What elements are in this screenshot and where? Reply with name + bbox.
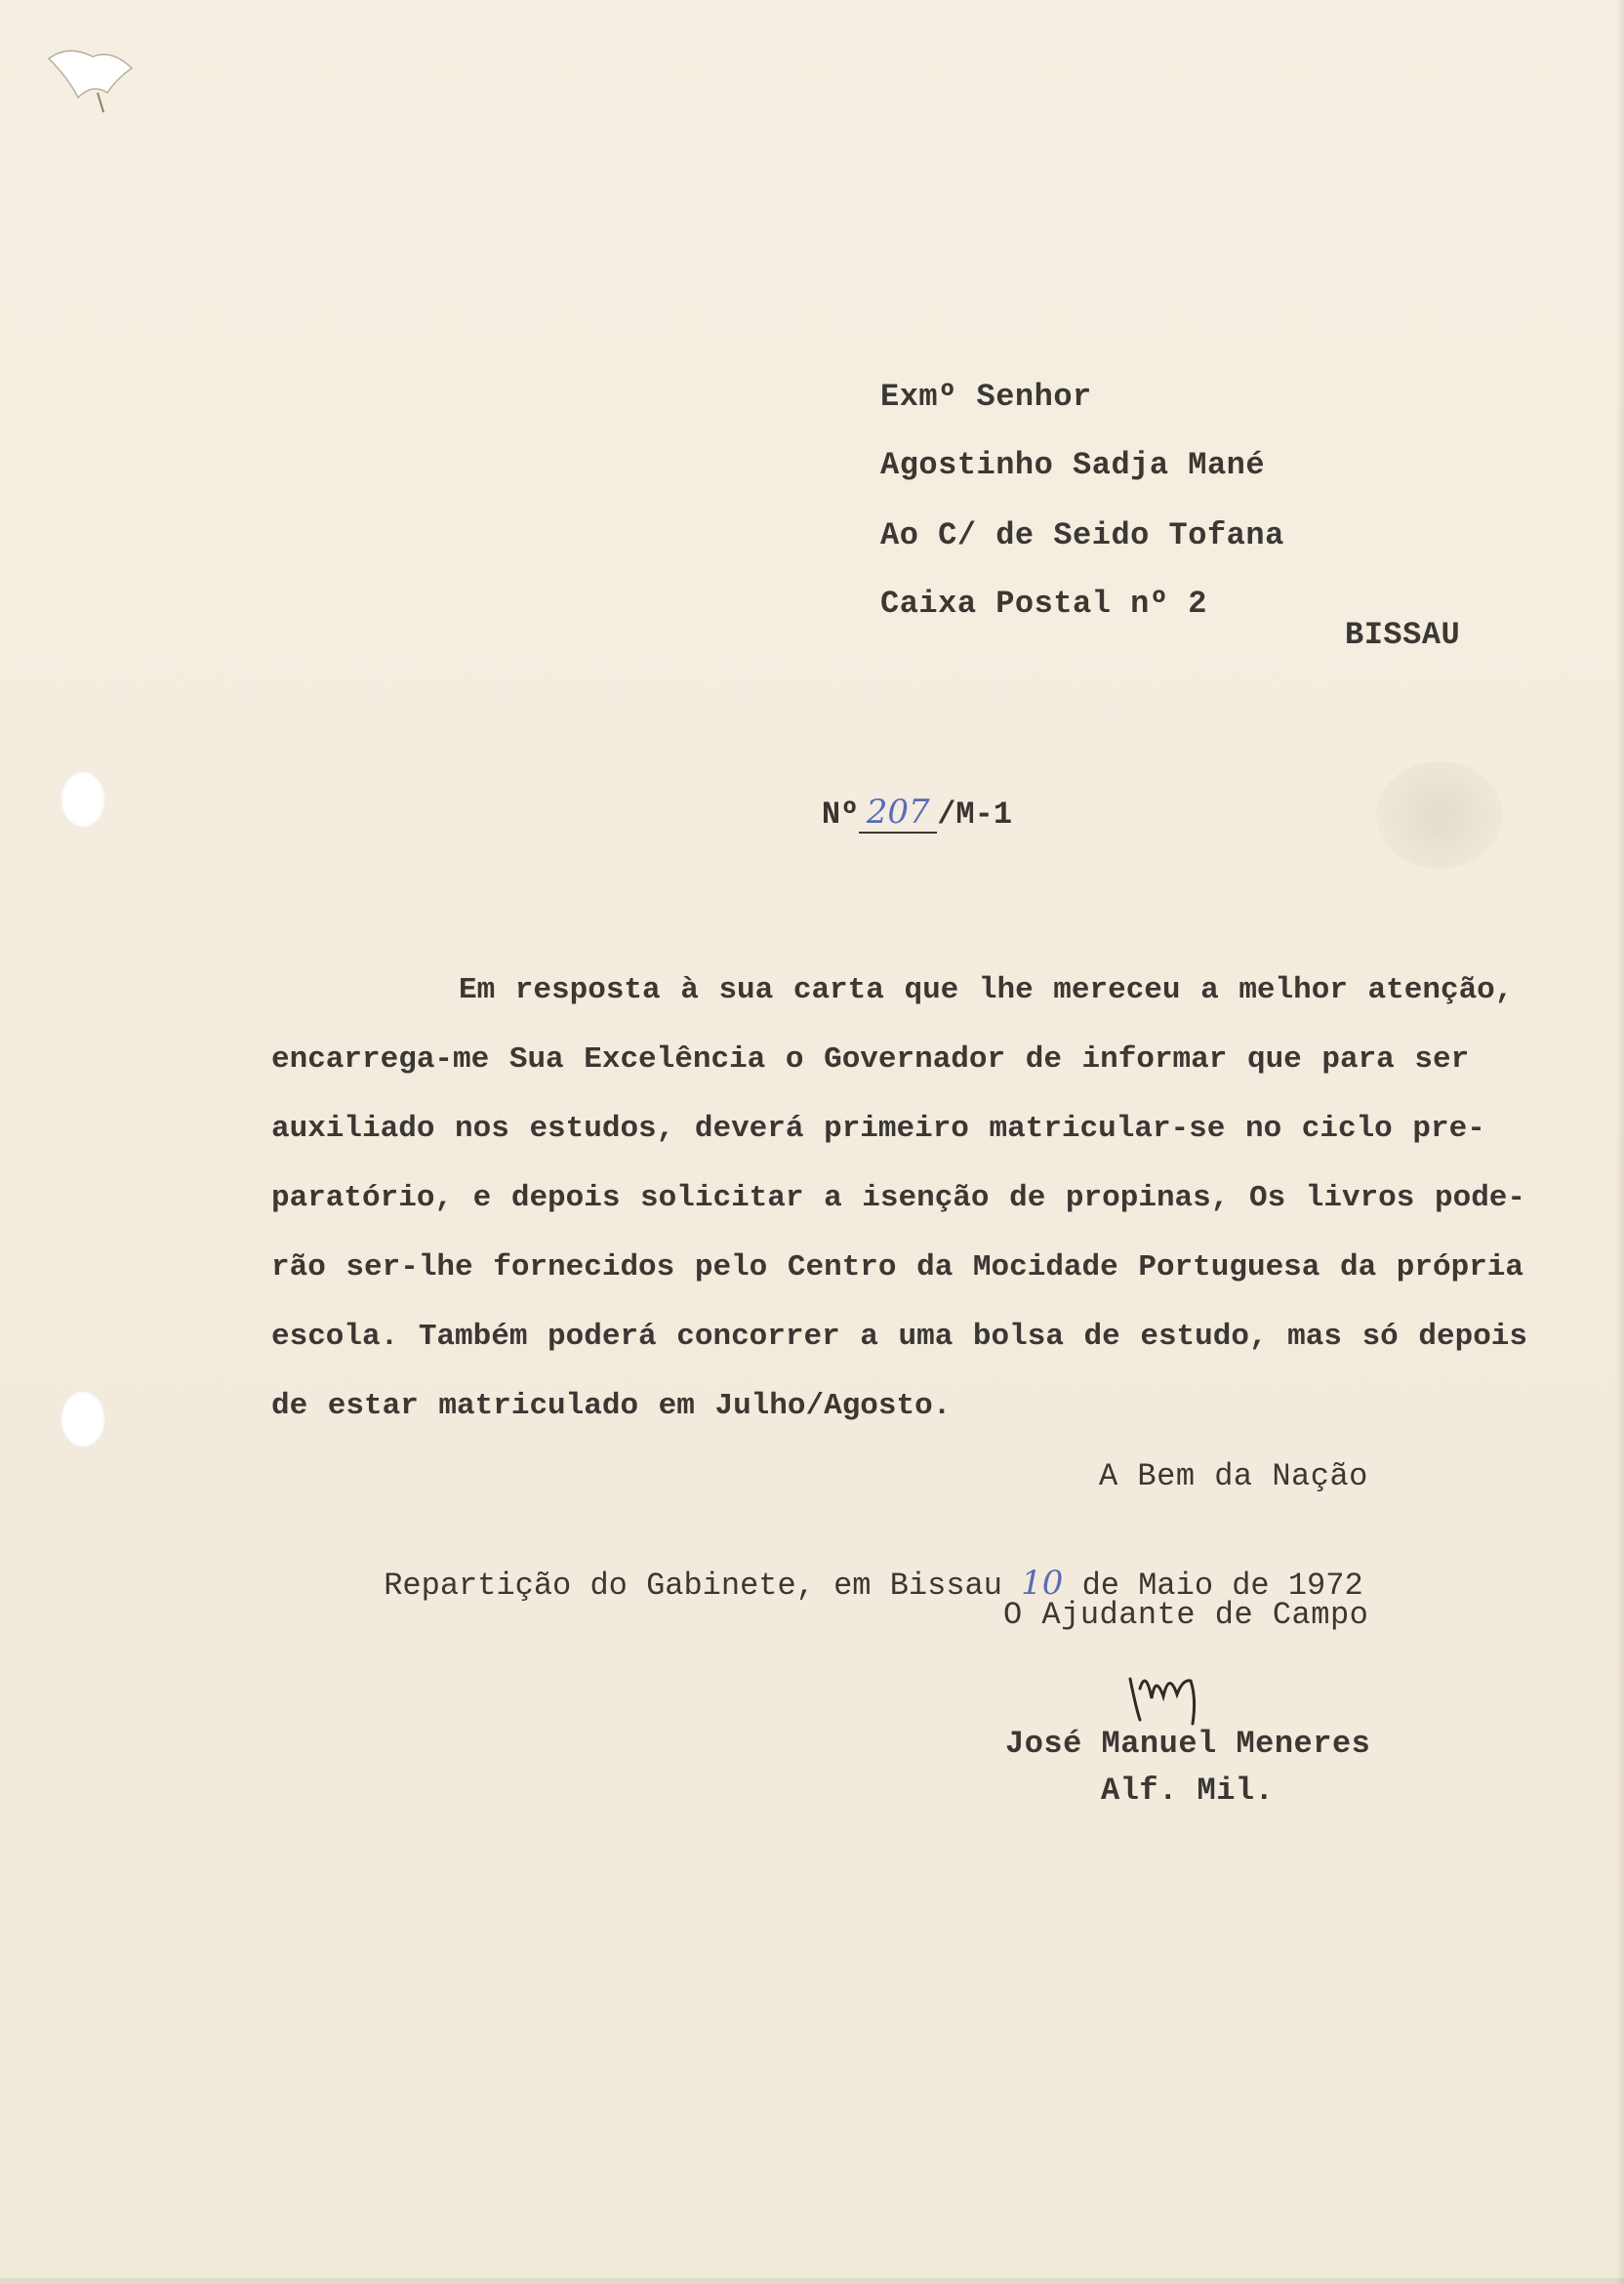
closing-salutation: A Bem da Nação xyxy=(1099,1458,1368,1494)
body-line-6: escola. Também poderá concorrer a uma bolsa de estudo, mas só depois xyxy=(271,1320,1528,1354)
reference-number-handwritten: 207 xyxy=(859,793,937,834)
body-line-2: encarrega-me Sua Excelência o Governador de informar que para ser xyxy=(271,1042,1470,1077)
date-day-handwritten: 10 xyxy=(1021,1564,1064,1603)
signatory-role: O Ajudante de Campo xyxy=(1003,1597,1369,1633)
body-line-4: paratório, e depois solicitar a isenção de propinas, Os livros pode- xyxy=(271,1181,1526,1215)
reference-prefix: Nº xyxy=(821,796,860,833)
punch-hole-top xyxy=(61,771,105,828)
reference-number xyxy=(747,756,1012,870)
paper-right-edge xyxy=(1616,0,1624,2284)
address-line-po-box: Caixa Postal nº 2 xyxy=(880,586,1207,622)
address-city: BISSAU xyxy=(1345,617,1461,653)
paper-bottom-edge xyxy=(0,2278,1624,2284)
address-line-name: Agostinho Sadja Mané xyxy=(880,447,1266,483)
handwritten-signature xyxy=(1122,1659,1230,1728)
address-line-salutation: Exmº Senhor xyxy=(880,379,1092,415)
signatory-name: José Manuel Meneres xyxy=(1005,1726,1371,1762)
reference-suffix: /M-1 xyxy=(937,796,1013,833)
torn-corner-mark xyxy=(39,39,156,117)
body-line-3: auxiliado nos estudos, deverá primeiro matricular-se no ciclo pre- xyxy=(271,1112,1485,1146)
body-line-1: Em resposta à sua carta que lhe mereceu a melhor atenção, xyxy=(459,973,1514,1007)
date-place: Repartição do Gabinete, em Bissau xyxy=(384,1568,1002,1604)
paper-smudge xyxy=(1376,761,1503,869)
body-line-7: de estar matriculado em Julho/Agosto. xyxy=(271,1389,952,1423)
address-line-care-of: Ao C/ de Seido Tofana xyxy=(880,517,1284,553)
punch-hole-bottom xyxy=(61,1391,105,1448)
date-month-year: de Maio de 1972 xyxy=(1081,1568,1363,1604)
signatory-rank: Alf. Mil. xyxy=(1101,1773,1275,1809)
body-line-5: rão ser-lhe fornecidos pelo Centro da Mocidade Portuguesa da própria xyxy=(271,1250,1524,1285)
